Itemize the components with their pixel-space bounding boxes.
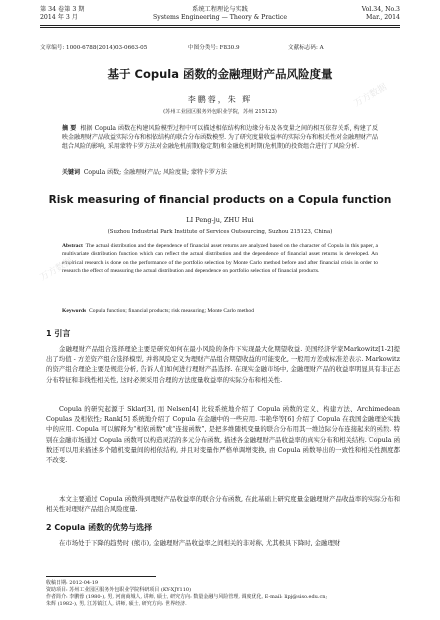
keywords-label-cn: 关键词 <box>62 169 81 176</box>
section-heading-copula: 2 Copula 函数的优势与选择 <box>46 523 153 532</box>
abstract-label-cn: 摘 要 <box>62 125 77 132</box>
keywords-text-en: Copula function; financial products; risk measuring; Monte Carlo method <box>89 308 255 314</box>
date-cn: 2014 年 3 月 <box>40 14 78 21</box>
volume-issue-en: Vol.34, No.3 <box>361 6 400 13</box>
section-heading-intro: 1 引言 <box>46 329 71 338</box>
authors-en: LI Peng-ju, ZHU Hui <box>186 216 254 224</box>
title-cn: 基于 Copula 函数的金融理财产品风险度量 <box>107 67 333 81</box>
affiliation-cn: (苏州工业园区服务外包职业学院，苏州 215123) <box>163 109 277 115</box>
abstract-en <box>62 242 378 275</box>
article-number: 文章编号: 1000-6788(2014)03-0663-05 <box>40 45 148 51</box>
watermark: 万方数据 <box>38 256 75 284</box>
header-rule-top <box>40 25 400 26</box>
intro-paragraph-1: 金融理财产品组合选择理论主要是研究如何在最小风险的条件下实现最大化期望收益. 美国经济学家Markowitz[1-2]提出了均值 - 方差资产组合选择模型, 并将风险定义为理财产品组合期望收益的可能变化, 一般用方差或标准差表示. Markowitz 的资产组合理论主要是规范分析, 告诉人们如何进行理财产品选择. 在现实金融市场中, 金融理财产品的收益率明显具有非正态分布特征和非线性相关性, 这时必须采用合理的方法度量收益率的实际分布和相关性. <box>46 345 400 384</box>
header-right <box>362 6 400 22</box>
date-en: Mar., 2014 <box>366 14 400 21</box>
intro-paragraph-3: 本文主要通过 Copula 函数得到理财产品收益率的联合分布函数, 在此基础上研究度量金融理财产品收益率的实际分布和相关性对理财产品组合风险度量. <box>46 495 400 514</box>
abstract-text-en: The actual distribution and the dependence of financial asset returns are analyzed based on the character of Copula in this paper, a multivariate distribution function which can reflect the actual distribution and the dependence of financial asset returns is developed. An empirical research is done on the performance of the portfolio selection by Monte Carlo method before and after financial crisis in order to research the effect of measuring the actual distribution and dependence on portfolio selection of financial products. <box>62 243 378 274</box>
journal-name-cn: 系统工程理论与实践 <box>192 6 248 13</box>
header-rule-bottom <box>40 27 400 28</box>
author-bio-1: 作者简介: 李鹏蓉 (1980-), 男, 河南商城人, 讲师, 硕士, 研究方向: 数量金融与风险管理, 调度优化, E-mail: lipj@siso.edu.cn; <box>46 594 328 600</box>
abstract-cn <box>62 124 378 151</box>
header-center <box>40 6 400 22</box>
copula-paragraph-1: 在市场处于下降的趋势时 (熊市), 金融理财产品收益率之间相关的非对称, 尤其极具下降时, 金融理财 <box>59 539 341 547</box>
keywords-en <box>62 308 378 314</box>
received-date: 收稿日期: 2012-04-19 <box>46 580 99 586</box>
funding-note: 资助项目: 苏州工业园区服务外包职业学院科研项目 (KY-XJY110) <box>46 587 192 593</box>
journal-name-en: Systems Engineering — Theory & Practice <box>152 14 288 21</box>
watermark: 万方数据 <box>352 82 389 110</box>
document-code: 文献标志码: A <box>288 45 324 51</box>
author-bio-2: 朱辉 (1982-), 男, 江苏镇江人, 讲师, 硕士, 研究方向: 世界经济. <box>46 601 187 607</box>
watermark: 万方数据 <box>356 424 393 452</box>
keywords-cn <box>62 168 378 177</box>
abstract-label-en: Abstract <box>62 243 83 249</box>
intro-paragraph-2: Copula 的研究起源于 Sklar[3], 而 Nelsen[4] 比较系统地介绍了 Copula 函数的定义、构建方法、Archimedean Copulas 及相依性; Rank[5] 系统地介绍了 Copula 在金融中的一些应用. 韦艳华等[6] 介绍了 Copula 在我国金融理论实践中的应用. Copula 可以解释为“相依函数”或“连接函数”, 是把多维随机变量的联合分布用其一维边际分布连接起来的函数. 特别在金融市场通过 Copula 函数可以构造灵活的多元分布函数, 描述各金融理财产品收益率的真实分布和相关结构. Copula 函数还可以用来描述多个随机变量间的相依结构, 并且对变量作严格单调增变换, 由 Copula 函数导出的一致性和相关性测度都不改变. <box>46 405 400 465</box>
keywords-text-cn: Copula 函数; 金融理财产品; 风险度量; 蒙特卡罗方法 <box>83 169 227 176</box>
affiliation-en: (Suzhou Industrial Park Institute of Services Outsourcing, Suzhou 215123, China) <box>107 229 333 235</box>
clc-number: 中图分类号: F830.9 <box>188 45 240 51</box>
authors-cn: 李鹏蓉，朱 辉 <box>187 95 253 104</box>
title-en: Risk measuring of financial products on a Copula function <box>48 194 392 206</box>
volume-issue-cn: 第 34 卷第 3 期 <box>40 6 85 13</box>
abstract-text-cn: 根据 Copula 函数在构建风险模型过程中可以描述相依结构和边缘分布及各变量之间的相互依存关系, 构建了反映金融理财产品收益实际分布和相依结构的联合分布函数模型. 为了研究度量收益率的实际分布和相关性对金融理财产品组合风险的影响, 采用蒙特卡罗方法对金融危机前期(稳定期)和金融危机时期(危机期)的投资组合进行了风险分析. <box>62 125 378 150</box>
footnote-rule <box>46 576 156 577</box>
keywords-label-en: Keywords <box>62 308 87 314</box>
footnote <box>46 580 400 608</box>
